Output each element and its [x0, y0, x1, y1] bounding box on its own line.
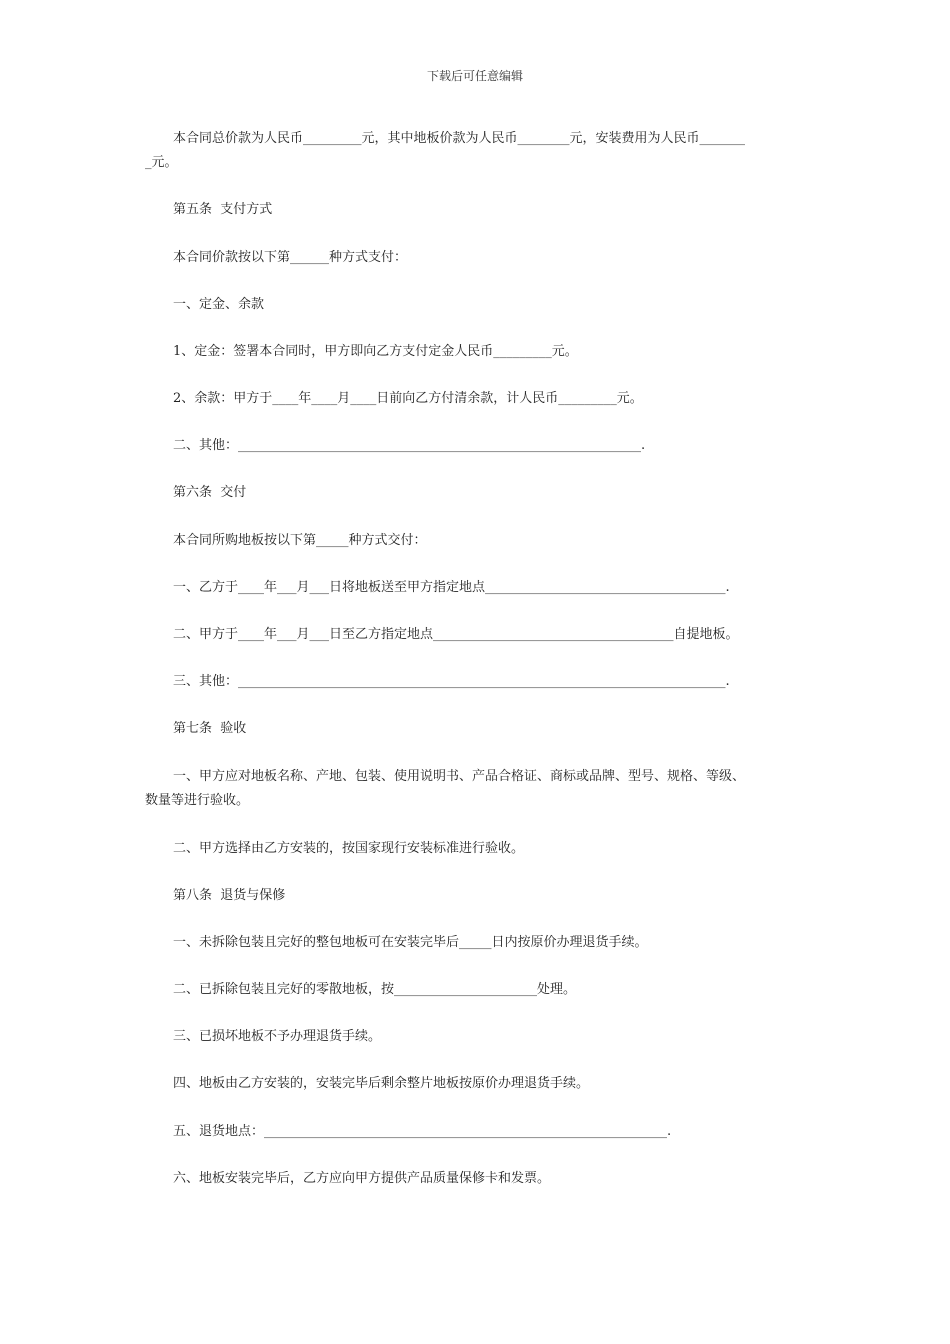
acceptance-item-1-cont: 数量等进行验收。 [145, 793, 250, 808]
clause-total-price: 本合同总价款为人民币_________元，其中地板价款为人民币________元，安装费用为人民币_______ [173, 131, 746, 146]
payment-option-1: 一、定金、余款 [173, 297, 265, 312]
payment-other: 二、其他：______________________________________________________________. [173, 438, 646, 453]
acceptance-item-1: 一、甲方应对地板名称、产地、包装、使用说明书、产品合格证、商标或品牌、型号、规格、等级、 [173, 769, 746, 784]
delivery-other: 三、其他：___________________________________________________________________________. [173, 674, 730, 689]
article-6-title: 第六条 交付 [173, 485, 247, 500]
clause-total-price-cont: _元。 [145, 155, 178, 170]
return-item-1: 一、未拆除包装且完好的整包地板可在安装完毕后_____日内按原价办理退货手续。 [173, 935, 648, 950]
delivery-method: 本合同所购地板按以下第_____种方式交付： [173, 533, 427, 548]
payment-deposit: 1、定金：签署本合同时，甲方即向乙方支付定金人民币_________元。 [173, 344, 578, 359]
return-item-4: 四、地板由乙方安装的，安装完毕后剩余整片地板按原价办理退货手续。 [173, 1076, 590, 1091]
article-7-title: 第七条 验收 [173, 721, 247, 736]
return-item-3: 三、已损坏地板不予办理退货手续。 [173, 1029, 382, 1044]
delivery-option-2: 二、甲方于____年___月___日至乙方指定地点_____________________________________自提地板。 [173, 627, 739, 642]
payment-balance: 2、余款：甲方于____年____月____日前向乙方付清余款，计人民币_________元。 [173, 391, 643, 406]
article-5-title: 第五条 支付方式 [173, 202, 273, 217]
payment-method: 本合同价款按以下第______种方式支付： [173, 250, 408, 265]
delivery-option-1: 一、乙方于____年___月___日将地板送至甲方指定地点_____________________________________. [173, 580, 730, 595]
return-item-2: 二、已拆除包装且完好的零散地板，按______________________处理。 [173, 982, 577, 997]
return-item-6: 六、地板安装完毕后，乙方应向甲方提供产品质量保修卡和发票。 [173, 1171, 551, 1186]
acceptance-item-2: 二、甲方选择由乙方安装的，按国家现行安装标准进行验收。 [173, 841, 525, 856]
page-header: 下载后可任意编辑 [426, 69, 523, 83]
article-8-title: 第八条 退货与保修 [173, 888, 286, 903]
return-item-5: 五、退货地点：______________________________________________________________. [173, 1124, 672, 1139]
